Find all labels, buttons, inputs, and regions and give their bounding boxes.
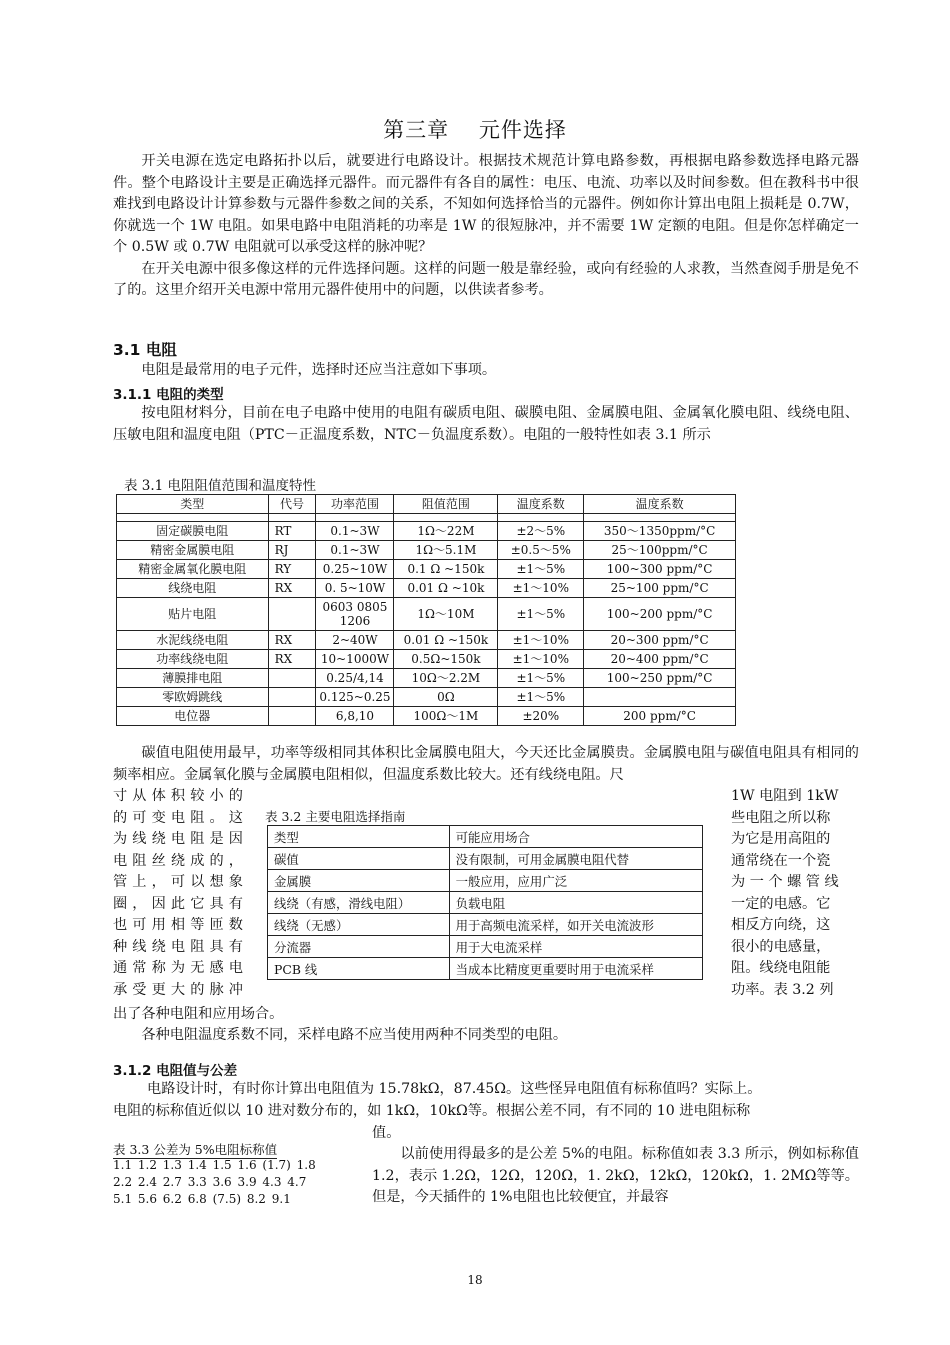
intro-paragraph-2: 在开关电源中很多像这样的元件选择问题。这样的问题一般是靠经验，或向有经验的人求教，当然查阅手册是免不了的。这里介绍开关电源中常用元器件使用中的问题，以供读者参考。 xyxy=(113,260,859,298)
after-table-1-paragraph: 碳值电阻使用最早，功率等级相同其体积比金属膜电阻大，今天还比金属膜贵。金属膜电阻与碳值电阻具有相同的频率相应。金属氧化膜与金属膜电阻相似，但温度系数比较大。还有线绕电阻。尺 xyxy=(113,745,859,783)
cell: 金属膜 xyxy=(268,870,450,892)
cell: RJ xyxy=(268,541,316,560)
wrap-right-column xyxy=(731,786,859,1001)
cell: 0.5Ω~150k xyxy=(394,650,498,669)
header-cell: 温度系数 xyxy=(584,495,736,514)
cell: 25～100ppm/°C xyxy=(584,541,736,560)
s312-line-1: 电路设计时，有时你计算出电阻值为 15.78kΩ，87.45Ω。这些怪异电阻值有标称值吗？实际上。 xyxy=(147,1081,762,1097)
s312-right-paragraph: 以前使用得最多的是公差 5%的电阻。标称值如表 3.3 所示，例如标称值 1.2，表示 1.2Ω，12Ω，120Ω，1. 2kΩ，12kΩ，120kΩ，1. 2MΩ等等。但是，今天插件的 1%电阻也比较便宜，并最容 xyxy=(372,1146,859,1205)
cell: ±2～5% xyxy=(498,522,584,541)
cell: 薄膜排电阻 xyxy=(117,669,269,688)
table-row xyxy=(268,958,703,980)
after-wrap-paragraph: 各种电阻温度系数不同，采样电路不应当使用两种不同类型的电阻。 xyxy=(141,1027,568,1043)
cell xyxy=(584,688,736,707)
page-number: 18 xyxy=(467,1273,483,1287)
header-cell: 温度系数 xyxy=(498,495,584,514)
cell: 0Ω xyxy=(394,688,498,707)
cell: 0. 5~10W xyxy=(316,579,394,598)
cell: RX xyxy=(268,650,316,669)
cell: 0.1~3W xyxy=(316,541,394,560)
wrap-right-line: 一定的电感。它 xyxy=(731,895,831,912)
cell: 2~40W xyxy=(316,631,394,650)
cell: ±1～5% xyxy=(498,669,584,688)
cell: 200 ppm/°C xyxy=(584,707,736,726)
cell: 0.125~0.25 xyxy=(316,688,394,707)
cell: 类型 xyxy=(268,826,450,848)
cell: 20~400 ppm/°C xyxy=(584,650,736,669)
cell: 20~300 ppm/°C xyxy=(584,631,736,650)
cell: ±1～5% xyxy=(498,688,584,707)
table-row xyxy=(268,892,703,914)
cell: 当成本比精度更重要时用于电流采样 xyxy=(449,958,702,980)
wrap-left-line: 圈，因此它具有 xyxy=(113,895,243,912)
section-3-1-text xyxy=(113,360,859,382)
cell: 25~100 ppm/°C xyxy=(584,579,736,598)
cell: 没有限制，可用金属膜电阻代替 xyxy=(449,848,702,870)
cell: ±0.5～5% xyxy=(498,541,584,560)
cell xyxy=(268,669,316,688)
table-row xyxy=(117,631,736,650)
table-row xyxy=(117,650,736,669)
cell: 100Ω～1M xyxy=(394,707,498,726)
cell: 精密金属膜电阻 xyxy=(117,541,269,560)
cell: 350～1350ppm/°C xyxy=(584,522,736,541)
table-spacer-row xyxy=(117,514,736,522)
wrap-right-line: 功率。表 3.2 列 xyxy=(731,981,834,998)
cell: 线绕（无感） xyxy=(268,914,450,936)
table-3-3-row: 2.2 2.4 2.7 3.3 3.6 3.9 4.3 4.7 xyxy=(113,1175,307,1189)
s312-line-3: 值。 xyxy=(372,1125,401,1141)
table-row xyxy=(268,914,703,936)
table-3-1 xyxy=(116,494,736,726)
table-3-2-caption: 表 3.2 主要电阻选择指南 xyxy=(265,809,406,824)
cell: ±1～10% xyxy=(498,631,584,650)
wrap-left-line: 为线绕电阻是因 xyxy=(113,831,243,847)
table-row xyxy=(117,579,736,598)
intro-text xyxy=(113,151,859,302)
cell: 100~300 ppm/°C xyxy=(584,560,736,579)
cell: 0.1~3W xyxy=(316,522,394,541)
table-row xyxy=(117,688,736,707)
wrap-right-line: 为它是用高阻的 xyxy=(731,831,831,847)
wrap-left-line: 寸从体积较小的 xyxy=(113,788,243,804)
table-row xyxy=(268,870,703,892)
section-3-1-1-text xyxy=(113,403,859,446)
cell: 贴片电阻 xyxy=(117,598,269,631)
after-table-1-text xyxy=(113,743,859,786)
cell: 0.01 Ω ~10k xyxy=(394,579,498,598)
header-cell: 代号 xyxy=(268,495,316,514)
table-row xyxy=(268,936,703,958)
table-row xyxy=(117,598,736,631)
wrap-left-line: 管上，可以想象 xyxy=(113,874,243,890)
cell: 线绕电阻 xyxy=(117,579,269,598)
cell: 100~250 ppm/°C xyxy=(584,669,736,688)
after-wrap-text xyxy=(113,1025,859,1047)
cell: 水泥线绕电阻 xyxy=(117,631,269,650)
table-row xyxy=(268,848,703,870)
cell: 0.25/4,14 xyxy=(316,669,394,688)
wrap-left-column xyxy=(113,786,243,1001)
cell: 10Ω～2.2M xyxy=(394,669,498,688)
cell: 精密金属氧化膜电阻 xyxy=(117,560,269,579)
cell: RT xyxy=(268,522,316,541)
cell: 0.25~10W xyxy=(316,560,394,579)
wrap-right-line: 阻。线绕电阻能 xyxy=(731,960,831,976)
section-3-1-heading: 3.1 电阻 xyxy=(113,341,177,359)
cell: ±1～10% xyxy=(498,650,584,669)
wrap-left-line: 通常称为无感电 xyxy=(113,960,243,976)
table-3-2 xyxy=(267,825,703,980)
chapter-title: 第三章 元件选择 xyxy=(383,118,567,142)
wrap-right-line: 相反方向绕，这 xyxy=(731,917,831,933)
header-cell: 功率范围 xyxy=(316,495,394,514)
table-row xyxy=(117,522,736,541)
section-3-1-1-heading: 3.1.1 电阻的类型 xyxy=(113,387,224,403)
cell: ±1～5% xyxy=(498,598,584,631)
cell: 用于高频电流采样，如开关电流波形 xyxy=(449,914,702,936)
cell: 一般应用，应用广泛 xyxy=(449,870,702,892)
cell: 负载电阻 xyxy=(449,892,702,914)
cell: 6,8,10 xyxy=(316,707,394,726)
cell: 100~200 ppm/°C xyxy=(584,598,736,631)
wrap-left-line: 承受更大的脉冲 xyxy=(113,981,243,998)
table-row xyxy=(117,669,736,688)
wrap-right-line: 很小的电感量， xyxy=(731,938,831,955)
table-row xyxy=(268,826,703,848)
cell: 线绕（有感，滑线电阻） xyxy=(268,892,450,914)
table-3-3-caption: 表 3.3 公差为 5%电阻标称值 xyxy=(113,1142,278,1157)
s312-line-2: 电阻的标称值近似以 10 进对数分布的，如 1kΩ，10kΩ等。根据公差不同，有不同的 10 进电阻标称 xyxy=(113,1103,751,1119)
section-3-1-paragraph: 电阻是最常用的电子元件，选择时还应当注意如下事项。 xyxy=(141,362,497,378)
cell: ±1～5% xyxy=(498,560,584,579)
wrap-right-line: 为 一 个 螺 管 线 xyxy=(731,874,839,890)
intro-paragraph-1: 开关电源在选定电路拓扑以后，就要进行电路设计。根据技术规范计算电路参数，再根据电路参数选择电路元器件。整个电路设计主要是正确选择元器件。而元器件有各自的属性：电压、电流、功率以及时间参数。但在教科书中很难找到电路设计计算参数与元器件参数之间的关系，不知如何选择恰当的元器件。例如你计算出电阻上损耗是 0.7W，你就选一个 1W 电阻。如果电路中电阻消耗的功率是 1W 的很短脉冲，并不需要 1W 定额的电阻。但是你怎样确定一个 0.5W 或 0.7W 电阻就可以承受这样的脉冲呢？ xyxy=(113,153,859,255)
cell: 10~1000W xyxy=(316,650,394,669)
cell: 用于大电流采样 xyxy=(449,936,702,958)
cell: 0.1 Ω ~150k xyxy=(394,560,498,579)
table-row xyxy=(117,541,736,560)
cell: 1Ω～10M xyxy=(394,598,498,631)
cell: RX xyxy=(268,631,316,650)
table-row xyxy=(117,707,736,726)
cell xyxy=(268,688,316,707)
s312-right-text xyxy=(372,1144,859,1209)
cell: 1Ω～5.1M xyxy=(394,541,498,560)
table-row xyxy=(117,560,736,579)
table-3-1-caption: 表 3.1 电阻阻值范围和温度特性 xyxy=(124,478,317,494)
header-cell: 类型 xyxy=(117,495,269,514)
wrap-right-line: 些电阻之所以称 xyxy=(731,809,831,826)
section-3-1-2-heading: 3.1.2 电阻值与公差 xyxy=(113,1063,238,1079)
cell: 1Ω～22M xyxy=(394,522,498,541)
cell: 可能应用场合 xyxy=(449,826,702,848)
wrap-left-line: 的可变电阻。这 xyxy=(113,809,243,826)
cell: 碳值 xyxy=(268,848,450,870)
wrap-left-line: 电阻丝绕成的， xyxy=(113,852,243,869)
wrap-right-line: 通常绕在一个瓷 xyxy=(731,852,831,869)
cell: 零欧姆跳线 xyxy=(117,688,269,707)
cell: PCB 线 xyxy=(268,958,450,980)
table-3-3-row: 1.1 1.2 1.3 1.4 1.5 1.6 (1.7) 1.8 xyxy=(113,1158,316,1172)
cell: 电位器 xyxy=(117,707,269,726)
wrap-right-line: 1W 电阻到 1kW xyxy=(731,788,839,804)
table-header-row xyxy=(117,495,736,514)
section-3-1-1-paragraph: 按电阻材料分，目前在电子电路中使用的电阻有碳质电阻、碳膜电阻、金属膜电阻、金属氧化膜电阻、线绕电阻、压敏电阻和温度电阻（PTC－正温度系数，NTC－负温度系数）。电阻的一般特性如表 3.1 所示 xyxy=(113,405,859,443)
cell: RX xyxy=(268,579,316,598)
cell: RY xyxy=(268,560,316,579)
cell xyxy=(268,707,316,726)
cell: 分流器 xyxy=(268,936,450,958)
cell: 固定碳膜电阻 xyxy=(117,522,269,541)
cell: 0.01 Ω ~150k xyxy=(394,631,498,650)
cell: 功率线绕电阻 xyxy=(117,650,269,669)
cell xyxy=(268,598,316,631)
cell: ±20% xyxy=(498,707,584,726)
cell: 0603 0805 1206 xyxy=(316,598,394,631)
header-cell: 阻值范围 xyxy=(394,495,498,514)
cell: ±1～10% xyxy=(498,579,584,598)
after-wrap-line-1: 出了各种电阻和应用场合。 xyxy=(113,1006,284,1022)
table-3-3-row: 5.1 5.6 6.2 6.8 (7.5) 8.2 9.1 xyxy=(113,1192,291,1206)
wrap-left-line: 也可用相等匝数 xyxy=(113,917,243,933)
wrap-left-line: 种线绕电阻具有 xyxy=(113,938,243,955)
